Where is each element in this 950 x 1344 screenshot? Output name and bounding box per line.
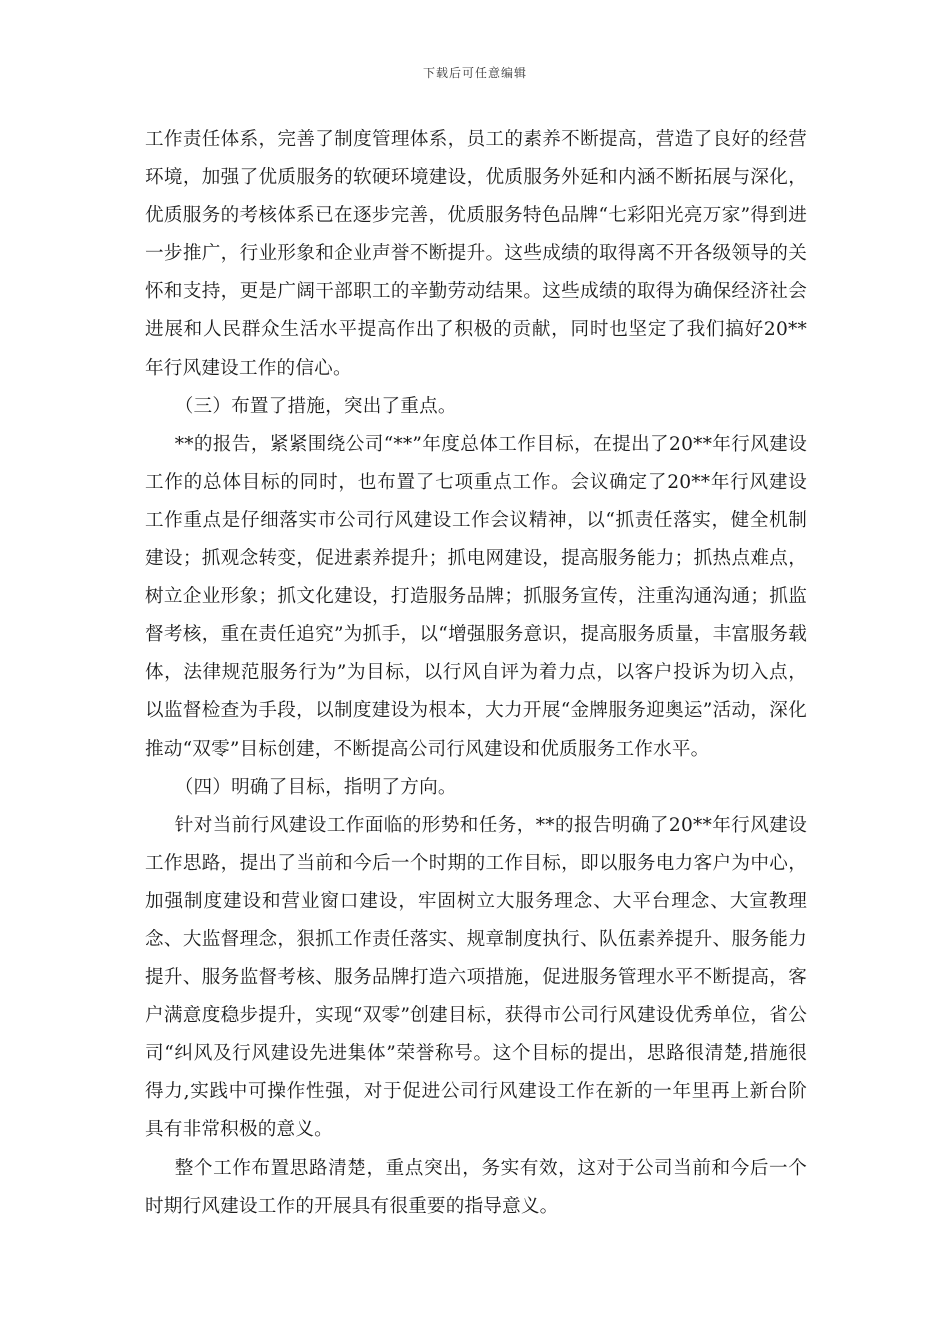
document-body [145,121,807,1226]
section-heading-4: （四）明确了目标，指明了方向。 [174,776,457,798]
body-paragraph-1: 工作责任体系，完善了制度管理体系，员工的素养不断提高，营造了良好的经营环境，加强了优质服务的软硬环境建设，优质服务外延和内涵不断拓展与深化，优质服务的考核体系已在逐步完善，优质服务特色品牌“七彩阳光亮万家”得到进一步推广，行业形象和企业声誉不断提升。这些成绩的取得离不开各级领导的关怀和支持，更是广阔干部职工的辛勤劳动结果。这些成绩的取得为确保经济社会进展和人民群众生活水平提高作出了积极的贡献，同时也坚定了我们搞好20**年行风建设工作的信心。 [145,129,807,379]
body-paragraph-3: 针对当前行风建设工作面临的形势和任务，**的报告明确了20**年行风建设工作思路，提出了当前和今后一个时期的工作目标，即以服务电力客户为中心，加强制度建设和营业窗口建设，牢固树立大服务理念、大平台理念、大宣教理念、大监督理念，狠抓工作责任落实、规章制度执行、队伍素养提升、服务能力提升、服务监督考核、服务品牌打造六项措施，促进服务管理水平不断提高，客户满意度稳步提升，实现“双零”创建目标，获得市公司行风建设优秀单位，省公司“纠风及行风建设先进集体”荣誉称号。这个目标的提出，思路很清楚,措施很得力,实践中可操作性强，对于促进公司行风建设工作在新的一年里再上新台阶具有非常积极的意义。 [145,814,807,1141]
section-heading-3: （三）布置了措施，突出了重点。 [174,395,457,417]
body-paragraph-4: 整个工作布置思路清楚，重点突出，务实有效，这对于公司当前和今后一个时期行风建设工作的开展具有很重要的指导意义。 [145,1157,807,1217]
body-paragraph-2: **的报告，紧紧围绕公司“**”年度总体工作目标，在提出了20**年行风建设工作的总体目标的同时，也布置了七项重点工作。会议确定了20**年行风建设工作重点是仔细落实市公司行风建设工作会议精神，以“抓责任落实，健全机制建设；抓观念转变，促进素养提升；抓电网建设，提高服务能力；抓热点难点，树立企业形象；抓文化建设，打造服务品牌；抓服务宣传，注重沟通沟通；抓监督考核，重在责任追究”为抓手，以“增强服务意识，提高服务质量，丰富服务载体，法律规范服务行为”为目标，以行风自评为着力点，以客户投诉为切入点，以监督检查为手段，以制度建设为根本，大力开展“金牌服务迎奥运”活动，深化推动“双零”目标创建，不断提高公司行风建设和优质服务工作水平。 [145,433,807,760]
page-header: 下载后可任意编辑 [422,66,527,80]
